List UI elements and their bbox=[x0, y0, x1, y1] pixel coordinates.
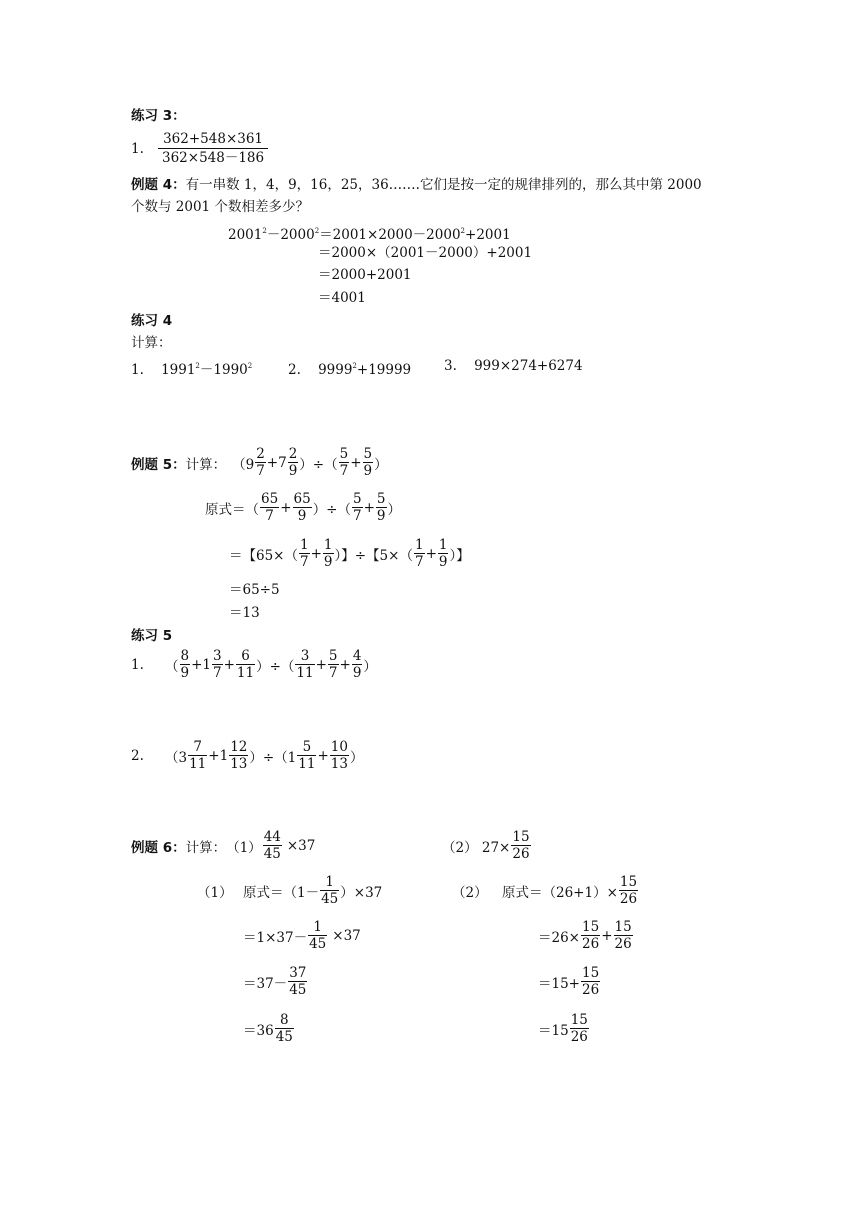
operator: + bbox=[350, 454, 362, 471]
operator: ）÷（ bbox=[299, 456, 338, 473]
example-6-answer-1-line-4 bbox=[243, 1012, 295, 1045]
calc-label: 计算： bbox=[185, 456, 227, 473]
expr-text: 原式＝（ bbox=[205, 501, 259, 518]
part-tag: （2） bbox=[452, 884, 488, 901]
fraction: $\frac{10}{13}$ bbox=[330, 739, 348, 772]
expr-text: ＝26× bbox=[538, 929, 580, 946]
expr-text: ＝37－ bbox=[243, 975, 288, 992]
exercise-3-denominator: 362×548－186 bbox=[162, 150, 265, 166]
paren-open: （ bbox=[165, 658, 179, 675]
p1-term-a: 1991 bbox=[161, 362, 196, 378]
exercise-4-problem-1: 1. $1991^2-1990^2$ bbox=[131, 362, 253, 378]
exercise-5-problem-1 bbox=[131, 648, 377, 681]
expr-text: （2） 27× bbox=[442, 839, 511, 856]
example-5-question bbox=[131, 446, 388, 479]
operator: ）÷（1 bbox=[249, 749, 297, 766]
paren-close: ） bbox=[387, 501, 401, 518]
exercise-3-problem-number: 1. bbox=[131, 141, 144, 157]
part-tag: （1） bbox=[226, 839, 262, 856]
example-4-step-3: ＝2000+2001 bbox=[318, 267, 412, 283]
example-6-question-2 bbox=[442, 829, 532, 862]
example-6-question-1 bbox=[131, 829, 315, 862]
fraction: $\frac{2}{9}$ bbox=[288, 446, 298, 479]
example-6-answer-1-line-3 bbox=[243, 965, 308, 998]
exercise-4-heading: 练习 4 bbox=[131, 313, 173, 329]
problem-number: 2. bbox=[131, 747, 144, 764]
fraction: $\frac{5}{7}$ bbox=[353, 491, 362, 524]
fraction: $\frac{2}{7}$ bbox=[256, 446, 265, 479]
p1-term-b: －1990 bbox=[199, 362, 248, 378]
expr-text: ×37 bbox=[332, 927, 361, 944]
fraction: $\frac{15}{26}$ bbox=[619, 874, 638, 907]
exercise-5-heading: 练习 5 bbox=[131, 628, 173, 644]
exercise-5-problem-2 bbox=[131, 739, 363, 772]
exercise-4-problem-2: 2. $9999^2+19999$ bbox=[288, 362, 412, 378]
expr-text: ＝【65×（ bbox=[229, 547, 298, 564]
fraction: $\frac{5}{7}$ bbox=[339, 446, 349, 479]
bracket-close: ）】 bbox=[449, 547, 470, 564]
example-6-answer-2-line-1 bbox=[452, 874, 639, 907]
fraction: $\frac{65}{9}$ bbox=[293, 491, 311, 524]
p2-term-b: +19999 bbox=[356, 362, 412, 378]
expr-text: ＝15 bbox=[538, 1022, 569, 1039]
expr-text: 原式＝（1－ bbox=[243, 884, 320, 901]
operator: + bbox=[601, 927, 613, 944]
paren-close: ） bbox=[363, 658, 377, 675]
step1-term-c: ＝2001×2000－2000 bbox=[319, 227, 461, 243]
fraction: $\frac{4}{9}$ bbox=[352, 648, 362, 681]
example-4-step-4: ＝4001 bbox=[318, 290, 366, 306]
paren-open: （3 bbox=[165, 749, 188, 766]
fraction: $\frac{15}{26}$ bbox=[614, 919, 632, 952]
fraction: $\frac{1}{9}$ bbox=[438, 537, 448, 570]
exercise-4-calc-label: 计算： bbox=[131, 335, 172, 351]
fraction: $\frac{5}{9}$ bbox=[376, 491, 386, 524]
step1-term-d: +2001 bbox=[465, 227, 511, 243]
p2-term-a: 9999 bbox=[318, 362, 353, 378]
expr-text: ＝36 bbox=[243, 1022, 274, 1039]
example-5-solution-2 bbox=[229, 537, 470, 570]
step1-term-b: －2000 bbox=[266, 227, 315, 243]
fraction: $\frac{15}{26}$ bbox=[570, 1012, 588, 1045]
operator: +7 bbox=[266, 454, 287, 471]
example-4-step-1: $2001^2-2000^2=2001\times 2000-2000^2+2001$ bbox=[228, 227, 511, 243]
example-6-answer-2-line-2 bbox=[538, 919, 634, 952]
fraction: $\frac{65}{7}$ bbox=[261, 491, 279, 524]
fraction: $\frac{5}{9}$ bbox=[363, 446, 373, 479]
exercise-3-numerator: 362+548×361 bbox=[158, 130, 268, 149]
step1-term-a: 2001 bbox=[228, 227, 263, 243]
example-4-step-2: ＝2000×（2001－2000）+2001 bbox=[318, 245, 533, 261]
example-6-label: 例题 6： bbox=[131, 839, 186, 856]
fraction: $\frac{1}{9}$ bbox=[323, 537, 333, 570]
fraction: $\frac{1}{7}$ bbox=[414, 537, 424, 570]
problem-number: 1. bbox=[131, 656, 144, 673]
example-6-answer-1-line-2 bbox=[243, 919, 361, 952]
operator: +1 bbox=[208, 747, 229, 764]
fraction: $\frac{44}{45}$ bbox=[263, 829, 281, 862]
fraction: $\frac{1}{45}$ bbox=[309, 919, 327, 952]
paren-open: （9 bbox=[232, 456, 255, 473]
operator: +1 bbox=[191, 656, 211, 673]
fraction: $\frac{15}{26}$ bbox=[512, 829, 530, 862]
fraction: $\frac{3}{7}$ bbox=[213, 648, 222, 681]
example-5-solution-1 bbox=[205, 491, 401, 524]
part-tag: （1） bbox=[197, 884, 233, 901]
example-6-answer-1-line-1 bbox=[197, 874, 382, 907]
expr-text: ＝1×37－ bbox=[243, 929, 308, 946]
example-5-label: 例题 5： bbox=[131, 456, 186, 473]
exercise-3-heading: 练习 3： bbox=[131, 108, 186, 124]
fraction: $\frac{8}{45}$ bbox=[275, 1012, 293, 1045]
calc-label: 计算： bbox=[185, 839, 227, 856]
fraction: $\frac{37}{45}$ bbox=[289, 965, 307, 998]
exercise-4-problem-3 bbox=[444, 357, 583, 375]
operator: ）】÷【5×（ bbox=[334, 547, 413, 564]
operator: + bbox=[310, 545, 322, 562]
fraction: $\frac{1}{45}$ bbox=[321, 874, 339, 907]
operator: ）÷（ bbox=[256, 658, 295, 675]
operator: + bbox=[339, 656, 351, 673]
problem-number: 1. bbox=[131, 362, 144, 378]
fraction: $\frac{1}{7}$ bbox=[300, 537, 309, 570]
fraction: $\frac{7}{11}$ bbox=[189, 739, 207, 772]
example-5-solution-3: ＝65÷5 bbox=[229, 582, 280, 598]
operator: ）÷（ bbox=[312, 501, 351, 518]
example-4-label: 例题 4： bbox=[131, 177, 186, 193]
operator: + bbox=[315, 656, 327, 673]
example-4-question bbox=[131, 176, 702, 194]
example-6-answer-2-line-3 bbox=[538, 965, 601, 998]
fraction: $\frac{15}{26}$ bbox=[582, 965, 600, 998]
expr-text: ＝15+ bbox=[538, 975, 580, 992]
operator: + bbox=[425, 545, 437, 562]
operator: + bbox=[363, 499, 375, 516]
problem-number: 3. bbox=[444, 358, 457, 374]
expr-text: ）×37 bbox=[340, 884, 383, 901]
p3-expression: 999×274+6274 bbox=[474, 358, 583, 374]
paren-close: ） bbox=[374, 456, 388, 473]
fraction: $\frac{5}{11}$ bbox=[298, 739, 316, 772]
fraction: $\frac{15}{26}$ bbox=[582, 919, 600, 952]
expr-text: ×37 bbox=[286, 837, 316, 854]
operator: + bbox=[280, 499, 292, 516]
problem-number: 2. bbox=[288, 362, 301, 378]
fraction: $\frac{6}{11}$ bbox=[236, 648, 255, 681]
expr-text: 原式＝（26+1）× bbox=[502, 884, 618, 901]
example-4-line2: 个数与 2001 个数相差多少？ bbox=[131, 199, 309, 215]
fraction: $\frac{12}{13}$ bbox=[230, 739, 248, 772]
fraction: $\frac{8}{9}$ bbox=[180, 648, 190, 681]
operator: + bbox=[317, 747, 329, 764]
exercise-3-fraction bbox=[158, 130, 268, 167]
paren-close: ） bbox=[349, 749, 364, 766]
example-5-solution-4: ＝13 bbox=[229, 605, 260, 621]
fraction: $\frac{3}{11}$ bbox=[296, 648, 314, 681]
example-6-answer-2-line-4 bbox=[538, 1012, 590, 1045]
example-4-line1: 有一串数 1，4，9，16，25，36…….它们是按一定的规律排列的，那么其中第 2000 bbox=[185, 177, 702, 193]
fraction: $\frac{5}{7}$ bbox=[328, 648, 338, 681]
operator: + bbox=[223, 656, 235, 673]
